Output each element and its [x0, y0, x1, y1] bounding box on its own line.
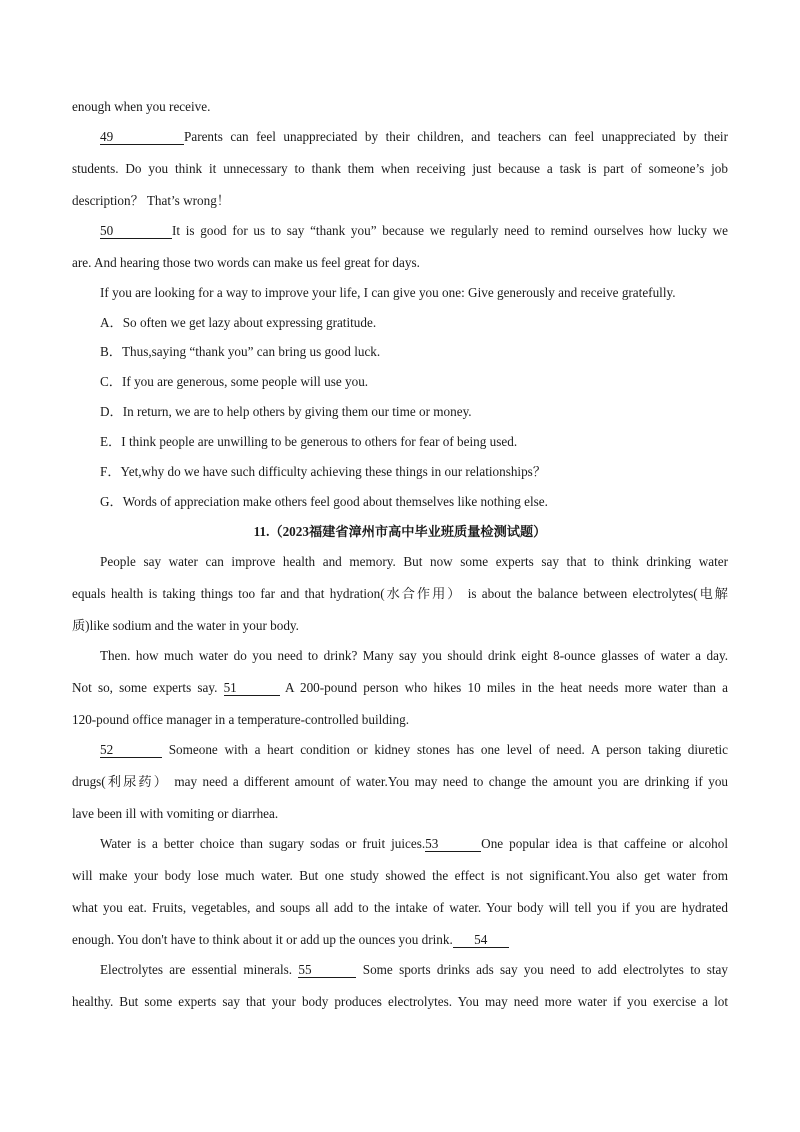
- option-letter: D．: [100, 404, 123, 419]
- section-heading: 11.（2023福建省漳州市高中毕业班质量检测试题）: [253, 524, 547, 539]
- option-d: [100, 403, 728, 421]
- s4-line-2: will make your body lose much water. But one study showed the effect is not significant.You also get water from: [72, 868, 728, 883]
- paragraph-text: Someone with a heart condition or kidney stones has one level of need. A person taking diuretic: [168, 742, 729, 757]
- paragraph-text: Water is a better choice than sugary sodas or fruit juices.: [100, 836, 426, 851]
- option-text: Words of appreciation make others feel good about themselves like nothing else.: [122, 494, 548, 509]
- paragraph-text: It is good for us to say “thank you” because we regularly need to remind ourselves how lucky we: [172, 223, 728, 238]
- s3-line-2: drugs(利尿药） may need a different amount of water.You may need to change the amount you are drinking if you: [72, 774, 728, 789]
- blank-50[interactable]: 50: [100, 223, 172, 239]
- s5-line-1: [100, 961, 728, 979]
- option-letter: A．: [100, 315, 123, 330]
- s2-line-3: 120-pound office manager in a temperature-controlled building.: [72, 712, 410, 727]
- blank-54[interactable]: 54: [453, 932, 509, 948]
- paragraph-49-line-2: students. Do you think it unnecessary to thank them when receiving just because a task is part of someone’s job: [72, 161, 728, 176]
- option-e: [100, 433, 728, 451]
- option-letter: G．: [100, 494, 123, 509]
- paragraph-text: Some sports drinks ads say you need to add electrolytes to stay: [362, 962, 729, 977]
- option-text: In return, we are to help others by giving them our time or money.: [122, 404, 472, 419]
- paragraph-text: Electrolytes are essential minerals.: [100, 962, 293, 977]
- paragraph-50-line-2: are. And hearing those two words can make us feel great for days.: [72, 255, 420, 270]
- option-text: So often we get lazy about expressing gratitude.: [122, 315, 377, 330]
- option-a: [100, 314, 728, 332]
- option-letter: C．: [100, 374, 122, 389]
- option-g: [100, 493, 728, 511]
- paragraph-49-line-1: [100, 128, 728, 146]
- blank-53[interactable]: 53: [425, 836, 481, 852]
- option-text: Yet,why do we have such difficulty achieving these things in our relationships？: [120, 464, 547, 479]
- s1-line-3: 质)like sodium and the water in your body.: [72, 618, 299, 633]
- option-letter: B．: [100, 344, 122, 359]
- paragraph-text: Not so, some experts say.: [72, 680, 218, 695]
- paragraph-text: A 200-pound person who hikes 10 miles in the heat needs more water than a: [285, 680, 729, 695]
- s3-line-1: [100, 741, 728, 759]
- s5-line-2: healthy. But some experts say that your body produces electrolytes. You may need more water if you exercise a lot: [72, 994, 728, 1009]
- paragraph-50-line-1: [100, 222, 728, 240]
- option-letter: F．: [100, 464, 121, 479]
- option-f: [100, 463, 728, 481]
- option-letter: E．: [100, 434, 122, 449]
- blank-49[interactable]: 49: [100, 129, 184, 145]
- s1-line-2: equals health is taking things too far and that hydration(水合作用） is about the balance between electrolytes(电解: [72, 586, 728, 601]
- option-text: If you are generous, some people will use you.: [121, 374, 369, 389]
- option-text: Thus,saying “thank you” can bring us good luck.: [121, 344, 381, 359]
- option-b: [100, 343, 728, 361]
- s4-line-3: what you eat. Fruits, vegetables, and soups all add to the intake of water. Your body will tell you if you are hydrated: [72, 900, 728, 915]
- paragraph-text: Parents can feel unappreciated by their children, and teachers can feel unappreciated by their: [184, 129, 728, 144]
- paragraph-49-line-3: description？ That’s wrong！: [72, 193, 230, 208]
- paragraph-text: enough. You don't have to think about it or add up the ounces you drink.: [72, 932, 453, 947]
- option-c: [100, 373, 728, 391]
- paragraph-text: One popular idea is that caffeine or alcohol: [481, 836, 728, 851]
- paragraph-line: enough when you receive.: [72, 99, 211, 114]
- s4-line-1: [100, 835, 728, 853]
- option-text: I think people are unwilling to be generous to others for fear of being used.: [121, 434, 518, 449]
- blank-52[interactable]: 52: [100, 742, 162, 758]
- paragraph-conclusion: If you are looking for a way to improve your life, I can give you one: Give generously and receive gratefully.: [100, 285, 676, 300]
- s4-line-4: [72, 931, 728, 949]
- blank-55[interactable]: 55: [298, 962, 356, 978]
- s2-line-2: [72, 679, 728, 697]
- blank-51[interactable]: 51: [224, 680, 280, 696]
- s1-line-1: People say water can improve health and memory. But now some experts say that to think drinking water: [100, 554, 728, 569]
- s2-line-1: Then. how much water do you need to drink? Many say you should drink eight 8-ounce glasses of water a day.: [100, 648, 728, 663]
- s3-line-3: lave been ill with vomiting or diarrhea.: [72, 806, 279, 821]
